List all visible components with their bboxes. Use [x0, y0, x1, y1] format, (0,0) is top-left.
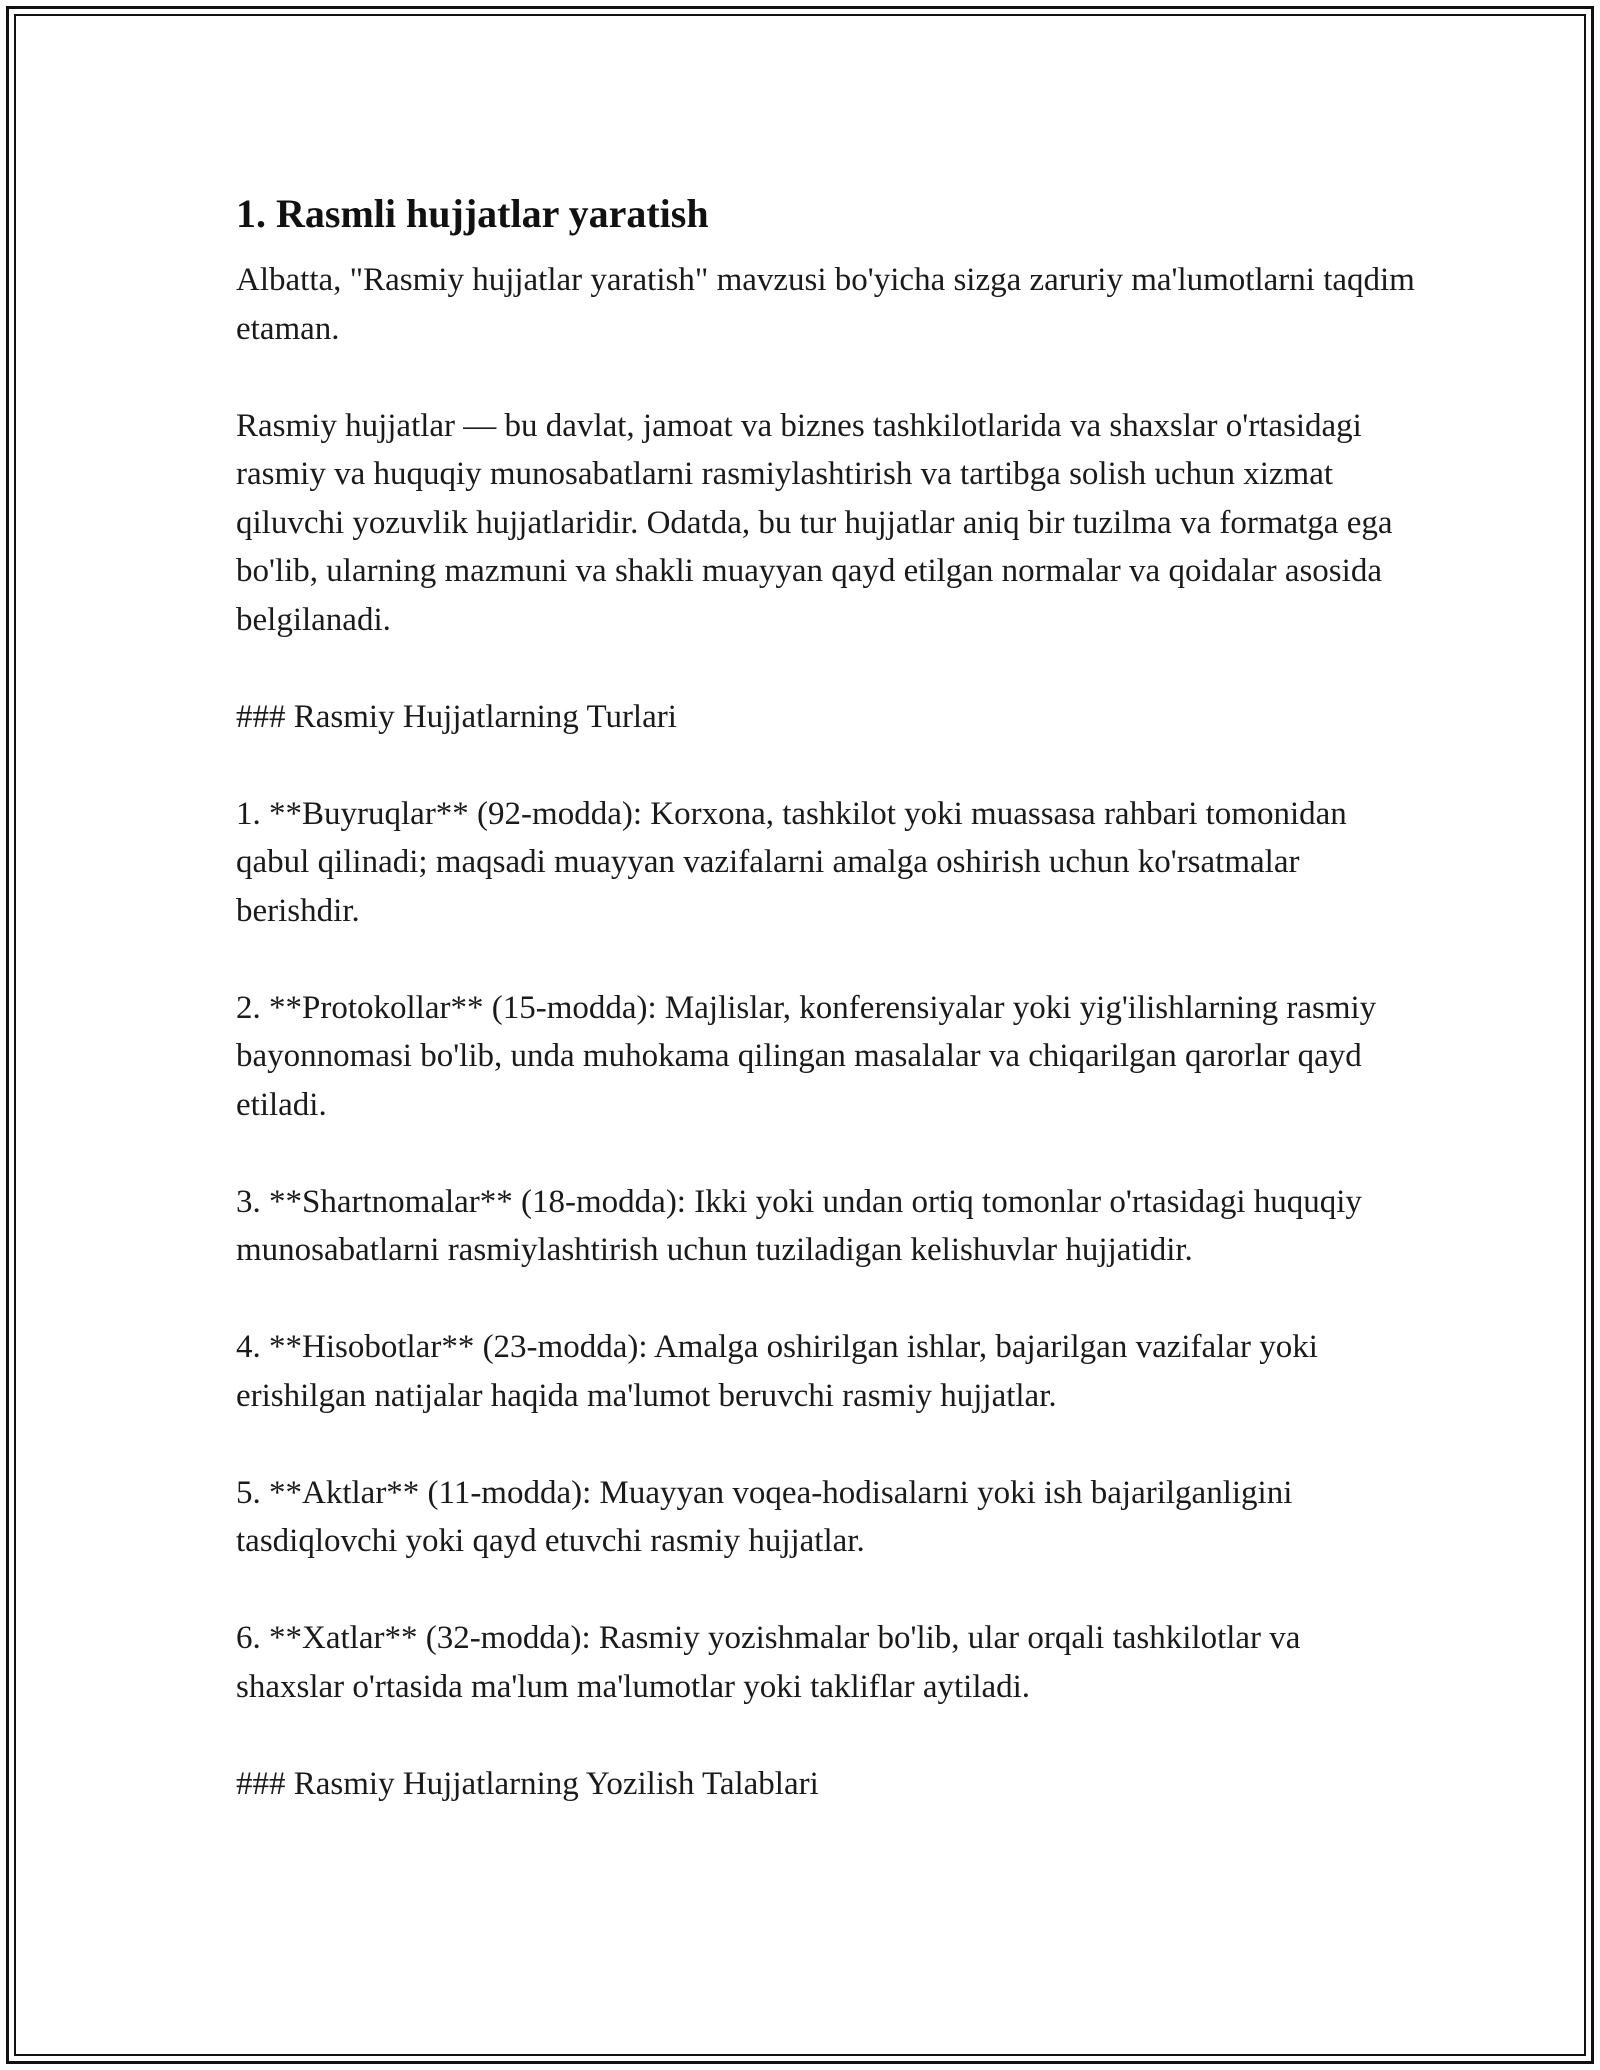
- list-item-contracts: 3. **Shartnomalar** (18-modda): Ikki yoki undan ortiq tomonlar o'rtasidagi huquqiy munosabatlarni rasmiylashtirish uchun tuziladigan kelishuvlar hujjatidir.: [236, 1183, 1362, 1268]
- list-item-orders: 1. **Buyruqlar** (92-modda): Korxona, tashkilot yoki muassasa rahbari tomonidan qabul qilinadi; maqsadi muayyan vazifalarni amalga oshirish uchun ko'rsatmalar berishdir.: [236, 795, 1347, 929]
- document-title: 1. Rasmli hujjatlar yaratish: [236, 191, 709, 236]
- section-heading-types: ### Rasmiy Hujjatlarning Turlari: [236, 698, 677, 735]
- list-item-letters: 6. **Xatlar** (32-modda): Rasmiy yozishmalar bo'lib, ular orqali tashkilotlar va shaxslar o'rtasida ma'lum ma'lumotlar yoki takliflar aytiladi.: [236, 1620, 1301, 1705]
- list-item-protocols: 2. **Protokollar** (15-modda): Majlislar, konferensiyalar yoki yig'ilishlarning rasmiy bayonnomasi bo'lib, unda muhokama qilingan masalalar va chiqarilgan qarorlar qayd etiladi.: [236, 989, 1377, 1123]
- paragraph-intro: Albatta, "Rasmiy hujjatlar yaratish" mavzusi bo'yicha sizga zaruriy ma'lumotlarni taqdim etaman.: [236, 262, 1415, 347]
- document-body: [236, 186, 1416, 1808]
- list-item-acts: 5. **Aktlar** (11-modda): Muayyan voqea-hodisalarni yoki ish bajarilganligini tasdiqlovchi yoki qayd etuvchi rasmiy hujjatlar.: [236, 1474, 1293, 1559]
- section-heading-requirements: ### Rasmiy Hujjatlarning Yozilish Talablari: [236, 1765, 819, 1802]
- paragraph-definition: Rasmiy hujjatlar — bu davlat, jamoat va biznes tashkilotlarida va shaxslar o'rtasidagi rasmiy va huquqiy munosabatlarni rasmiylashtirish va tartibga solish uchun xizmat qiluvchi yozuvlik hujjatlaridir. Odatda, bu tur hujjatlar aniq bir tuzilma va formatga ega bo'lib, ularning mazmuni va shakli muayyan qayd etilgan normalar va qoidalar asosida belgilanadi.: [236, 407, 1393, 638]
- list-item-reports: 4. **Hisobotlar** (23-modda): Amalga oshirilgan ishlar, bajarilgan vazifalar yoki erishilgan natijalar haqida ma'lumot beruvchi rasmiy hujjatlar.: [236, 1329, 1318, 1414]
